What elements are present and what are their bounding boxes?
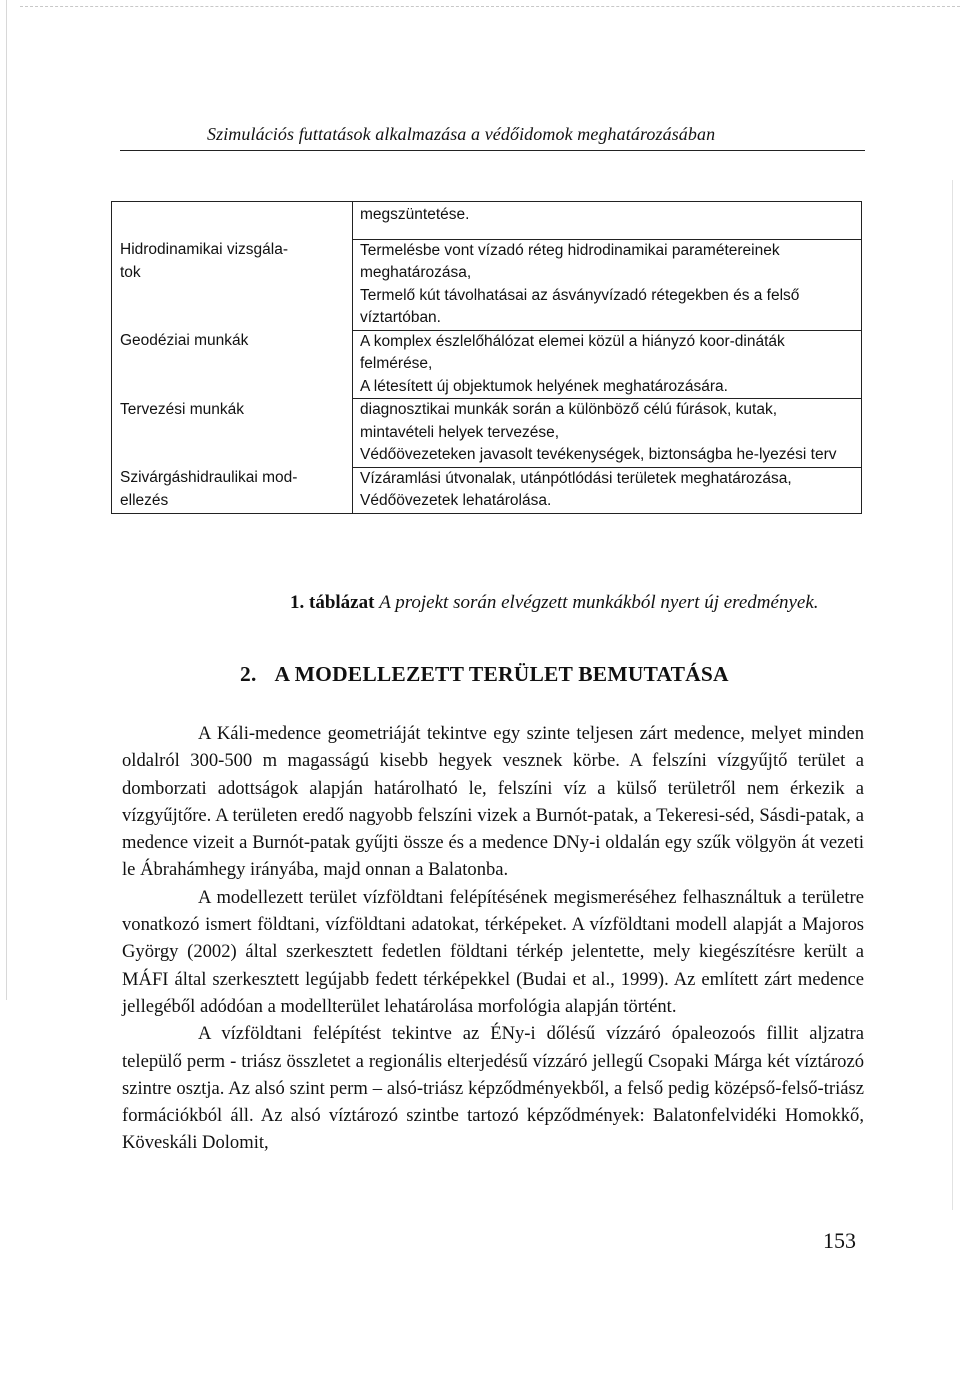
table-cell-category: Tervezési munkák [112,399,353,468]
section-heading [240,662,729,687]
table-line: Vízáramlási útvonalak, utánpótlódási területek meghatározása, [360,469,792,487]
table-caption-number: 1. táblázat [290,592,375,613]
table-line: Védőövezeteken javasolt tevékenységek, biztonságba he-lyezési terv [360,446,837,463]
table-category-line: ellezés [120,491,169,509]
table-cell-category [112,202,353,240]
table-category-line: Hidrodinamikai vizsgála- [120,241,288,258]
body-text [122,720,864,1157]
table-row [112,467,862,513]
scan-edge-left [6,0,7,1000]
table-cell-category: Geodéziai munkák [112,330,353,399]
table-line: Termelésbe vont vízadó réteg hidrodinamikai paramétereinek meghatározása, [360,241,780,281]
table-cell-description [353,467,862,513]
table-caption-text: A projekt során elvégzett munkákból nyert új eredmények. [379,592,819,613]
page-number: 153 [823,1228,856,1253]
scan-edge-top [20,6,960,7]
table-category-line: Szivárgáshidraulikai mod- [120,469,298,486]
table-line: A komplex észlelőhálózat elemei közül a hiányzó koor-dináták felmérése, [360,332,785,372]
section-number: 2. [240,662,257,686]
table-row [112,239,862,330]
table-line: Termelő kút távolhatásai az ásványvízadó rétegekben és a felső víztartóban. [360,286,800,326]
table-cell-category [112,467,353,513]
section-title: A MODELLEZETT TERÜLET BEMUTATÁSA [274,662,729,686]
table-line: diagnosztikai munkák során a különböző célú fúrások, kutak, mintavételi helyek tervezése, [360,401,778,441]
table-cell-description [353,399,862,468]
table-cell-description [353,239,862,330]
running-header: Szimulációs futtatások alkalmazása a védőidomok meghatározásában [207,124,716,144]
table-category-line: tok [120,263,141,281]
table-caption [290,592,819,614]
scan-edge-right [952,180,953,1210]
table-row [112,330,862,399]
table-line: Védőövezetek lehatárolása. [360,492,552,509]
paragraph: A Káli-medence geometriáját tekintve egy szinte teljesen zárt medence, melyet minden oldalról 300-500 m magasságú kisebb hegyek vesznek körbe. A felszíni vízgyűjtő terület a domborzati adottságok alapján határolható le, felszíni víz a külső területről nem érkezik a vízgyűjtőre. A területen eredő nagyobb felszíni vizek a Burnót-patak, a Tekeresi-séd, Sásdi-patak, a medence vizeit a Burnót-patak gyűjti össze és a medence DNy-i oldalán egy szűk völgyön át vezeti le Ábrahámhegy irányába, majd onnan a Balatonba. [122,723,864,881]
table-cell-description [353,330,862,399]
paragraph: A vízföldtani felépítést tekintve az ÉNy-i dőlésű vízzáró ópaleozoós fillit aljzatra települő perm - triász összletet a regionális elterjedésű vízzáró jellegű Csopaki Márga két víztározó szintre osztja. Az alsó szint perm – alsó-triász képződményekből, a felső pedig középső-felső-triász formációkból áll. Az alsó víztározó szintbe tartozó képződmények: Balatonfelvidéki Homokkő, Köveskáli Dolomit, [122,1023,864,1154]
results-table [111,201,862,514]
paragraph: A modellezett terület vízföldtani felépítésének megismeréséhez felhasználtuk a területre vonatkozó ismert földtani, vízföldtani adatokat, térképeket. A vízföldtani modell alapját a Majoros György (2002) által szerkesztett fedetlen földtani térkép jelentette, mely kiegészítésre került a MÁFI által szerkesztett legújabb fedett térképekkel (Budai et al., 1999). Az említett zárt medence jellegéből adódóan a modellterület lehatárolása morfológia alapján történt. [122,886,864,1017]
table-cell-category [112,239,353,330]
table-row [112,399,862,468]
table-line: A létesített új objektumok helyének meghatározására. [360,377,728,395]
table-row [112,202,862,240]
table-line: megszüntetése. [360,206,470,223]
table-cell-description [353,202,862,240]
header-rule [120,150,865,151]
